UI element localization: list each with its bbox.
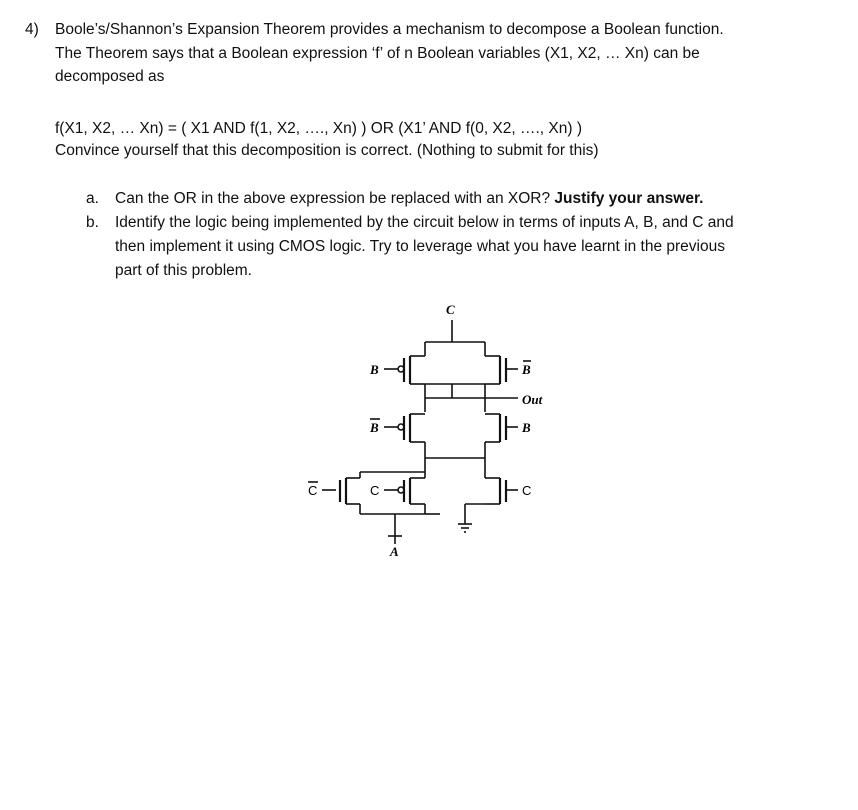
- label-c-right: C: [522, 483, 532, 498]
- intro-line-2: The Theorem says that a Boolean expression ‘f’ of n Boolean variables (X1, X2, … Xn) can be: [55, 45, 700, 62]
- intro-line-3: decomposed as: [55, 68, 165, 85]
- part-a-marker: a.: [86, 190, 99, 207]
- convince-statement: Convince yourself that this decomposition is correct. (Nothing to submit for this): [55, 142, 599, 159]
- part-a-text: Can the OR in the above expression be replaced with an XOR?: [115, 190, 555, 207]
- label-b-bar-left: B: [370, 420, 379, 435]
- intro-line-1: Boole’s/Shannon’s Expansion Theorem provides a mechanism to decompose a Boolean function.: [55, 21, 724, 38]
- part-b-line-1: Identify the logic being implemented by the circuit below in terms of inputs A, B, and C and: [115, 214, 734, 231]
- part-b-line-3: part of this problem.: [115, 262, 252, 279]
- label-b-right: B: [522, 420, 531, 435]
- part-b-line-2: then implement it using CMOS logic. Try to leverage what you have learnt in the previous: [115, 238, 725, 255]
- problem-number: 4): [25, 21, 39, 38]
- label-c-inner: C: [370, 483, 380, 498]
- part-a-question: [115, 189, 703, 209]
- label-c-top: C: [446, 302, 455, 317]
- label-b-bar-right: B: [522, 362, 531, 377]
- label-c-bar: C: [308, 483, 318, 498]
- label-a: A: [390, 544, 399, 559]
- expansion-formula: f(X1, X2, … Xn) = ( X1 AND f(1, X2, …., Xn) ) OR (X1’ AND f(0, X2, …., Xn) ): [55, 120, 583, 137]
- part-a-bold-text: Justify your answer.: [554, 190, 704, 207]
- transistor-circuit-diagram: [260, 292, 590, 572]
- label-out: Out: [522, 392, 543, 407]
- label-b-left: B: [370, 362, 379, 377]
- part-b-marker: b.: [86, 214, 99, 231]
